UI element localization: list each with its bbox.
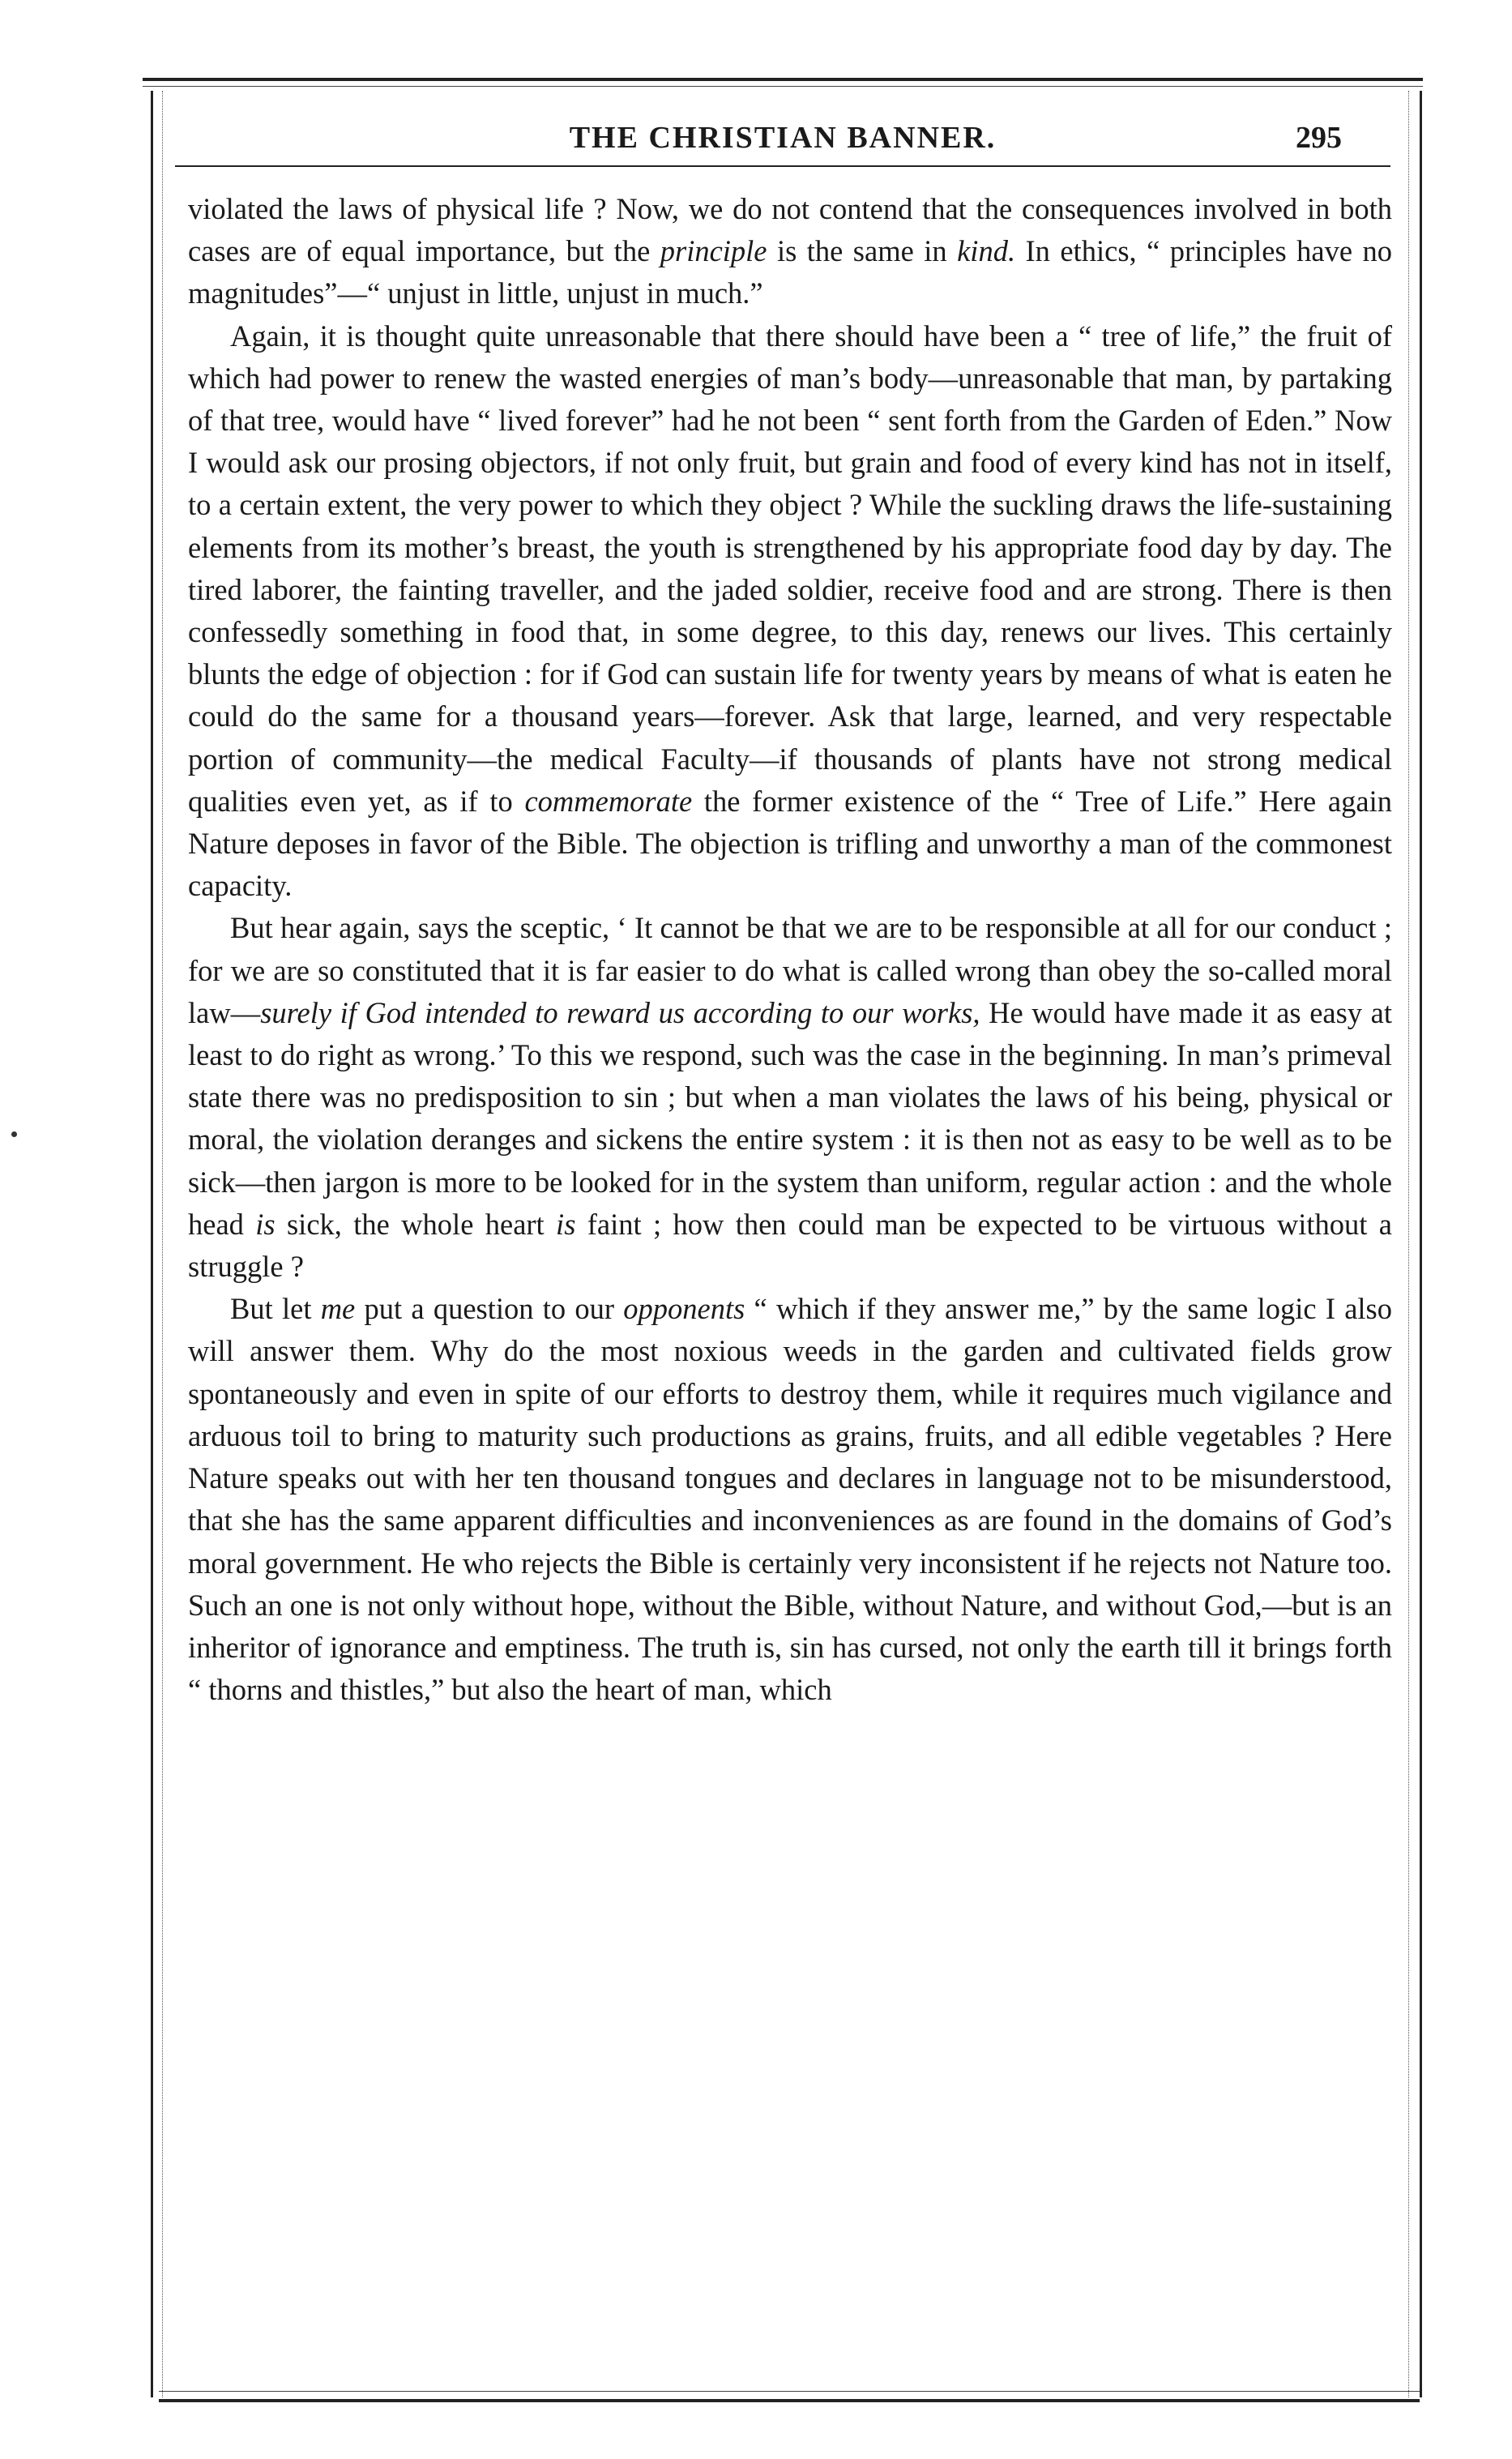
italic-text-run: opponents [623,1292,745,1326]
paragraph [188,1288,1392,1711]
running-header [175,113,1390,167]
text-run: is the same in [767,234,958,268]
article-body [188,188,1392,1711]
text-run: Again, it is thought quite unreasonable that there should have been a “ tree of life,” the fruit of which had power to renew the wasted energies of man’s body—unreasonable that man, by partaking of that tree, would have “ lived forever” had he not been “ sent forth from the Garden of Eden.” Now I would ask our prosing objectors, if not only fruit, but grain and food of every kind has not in itself, to a certain extent, the very power to which they object ? While the suckling draws the life-sustaining elements from its mother’s breast, the youth is strengthened by his appropriate food day by day. The tired laborer, the fainting traveller, and the jaded soldier, receive food and are strong. There is then confessedly something in food that, in some degree, to this day, renews our lives. This certainly blunts the edge of objection : for if God can sustain life for twenty years by means of what is eaten he could do the same for a thousand years—forever. Ask that large, learned, and very respectable portion of community—the medical Faculty—if thousands of plants have not strong medical qualities even yet, as if to [188,319,1392,818]
border-bottom-thin-rule [159,2391,1420,2392]
text-run: But hear again, says the sceptic, ‘ It cannot be that we are to be responsible at all for our conduct ; for we are so constituted that it is far easier to do what is called wrong than obey the so-called moral law— [188,911,1392,1029]
text-run: faint ; how then could man be expected to be virtuous without a struggle ? [188,1207,1392,1284]
border-left-dotted-rule [162,91,163,2397]
text-run: In ethics, “ principles have no magnitudes”—“ unjust in little, unjust in much.” [188,234,1392,310]
border-right-rule [1420,91,1422,2397]
italic-text-run: me [320,1292,356,1326]
italic-text-run: kind. [957,234,1016,268]
page-number: 295 [1296,121,1342,155]
border-right-dotted-rule [1408,91,1409,2397]
italic-text-run: surely if God intended to reward us according to our works, [260,995,980,1029]
stray-ink-mark [11,1131,17,1137]
text-run: violated the laws of physical life ? Now, we do not contend that the consequences involved in both cases are of equal importance, but the [188,192,1392,268]
text-run: the former existence of the “ Tree of Life.” Here again Nature deposes in favor of the Bible. The objection is trifling and unworthy a man of the commonest capacity. [188,784,1392,903]
paragraph [188,188,1392,315]
border-top-thin-rule [143,86,1423,87]
border-left-rule [151,91,153,2397]
border-bottom-rule [159,2399,1420,2402]
publication-title: THE CHRISTIAN BANNER. [569,121,997,155]
italic-text-run: principle [660,234,767,268]
text-run: But let [230,1292,321,1326]
text-run: sick, the whole heart [275,1207,557,1241]
text-run: “ which if they answer me,” by the same logic I also will answer them. Why do the most noxious weeds in the garden and cultivated fields grow spontaneously and even in spite of our efforts to destroy them, while it requires much vigilance and arduous toil to bring to maturity such productions as grains, fruits, and all edible vegetables ? Here Nature speaks out with her ten thousand tongues and declares in language not to be misunderstood, that she has the same apparent difficulties and inconveniences as are found in the domains of God’s moral government. He who rejects the Bible is certainly very inconsistent if he rejects not Nature too. Such an one is not only without hope, without the Bible, without Nature, and without God,—but is an inheritor of ignorance and emptiness. The truth is, sin has cursed, not only the earth till it brings forth “ thorns and thistles,” but also the heart of man, which [188,1292,1393,1707]
paragraph [188,315,1392,908]
text-run: He would have made it as easy at least to do right as wrong.’ To this we respond, such was the case in the beginning. In man’s primeval state there was no predisposition to sin ; but when a man violates the laws of his being, physical or moral, the violation deranges and sickens the entire system : it is then not as easy to be well as to be sick—then jargon is more to be looked for in the system than uniform, regular action : and the whole head [188,995,1392,1241]
italic-text-run: commemorate [524,784,693,818]
paragraph [188,907,1392,1288]
text-run: put a question to our [355,1292,624,1326]
italic-text-run: is [556,1207,576,1241]
border-top-rule [143,78,1423,81]
italic-text-run: is [255,1207,275,1241]
